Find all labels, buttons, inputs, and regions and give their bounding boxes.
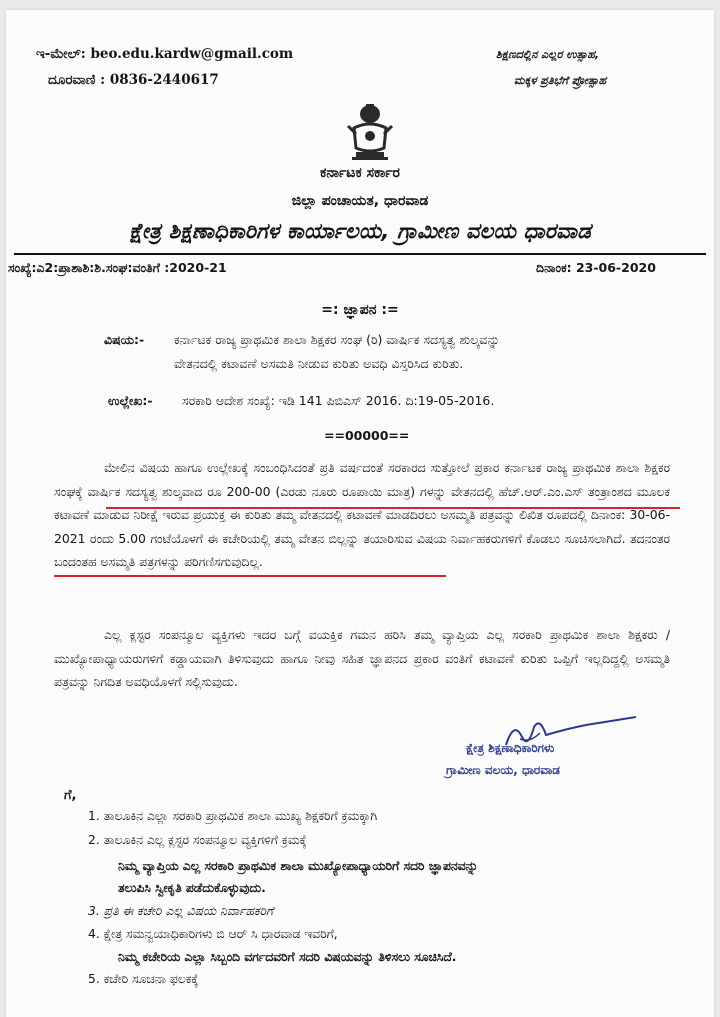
state-emblem-icon: [344, 100, 396, 162]
reference-date: ದಿನಾಂಕ: 23-06-2020: [536, 260, 656, 275]
cc-item-4-sub: ನಿಮ್ಮ ಕಚೇರಿಯ ಎಲ್ಲಾ ಸಿಬ್ಬಂದಿ ವರ್ಗದವರಿಗೆ ಸದರಿ ವಿಷಯವನ್ನು ತಿಳಿಸಲು ಸೂಚಿಸಿದೆ.: [118, 950, 457, 964]
header-divider: [14, 253, 706, 255]
cc-item-1: 1. ತಾಲೂಕಿನ ಎಲ್ಲಾ ಸರಕಾರಿ ಪ್ರಾಥಮಿಕ ಶಾಲಾ ಮುಖ್ಯ ಶಿಕ್ಷಕರಿಗೆ ಕ್ರಮಕ್ಕಾಗಿ: [88, 809, 378, 823]
red-underline-1: [106, 507, 680, 509]
cc-item-4: 4. ಕ್ಷೇತ್ರ ಸಮನ್ವಯಾಧಿಕಾರಿಗಳು ಬಿ ಆರ್ ಸಿ ಧಾರವಾಡ ಇವರಿಗೆ,: [88, 927, 338, 941]
subject-label: ವಿಷಯ:-: [104, 332, 145, 347]
signature-block: [436, 715, 666, 785]
zilla-panchayat: ಜಿಲ್ಲಾ ಪಂಚಾಯತ, ಧಾರವಾಡ: [291, 193, 429, 209]
cc-item-5: 5. ಕಚೇರಿ ಸೂಚನಾ ಫಲಕಕ್ಕೆ: [88, 972, 199, 986]
reference-number: ಸಂಖ್ಯೆ:ಎ2:ಪ್ರಾಶಾಶಿ:ಶಿ.ಸಂಘ:ವಂತಿಗೆ :2020-21: [8, 260, 227, 275]
subject-line-1: ಕರ್ನಾಟಕ ರಾಜ್ಯ ಪ್ರಾಥಮಿಕ ಶಾಲಾ ಶಿಕ್ಷಕರ ಸಂಘ (ರಿ) ವಾರ್ಷಿಕ ಸದಸ್ಯತ್ವ ಶುಲ್ಕವನ್ನು: [174, 332, 501, 347]
cc-item-2-sub-1: ನಿಮ್ಮ ವ್ಯಾಪ್ತಿಯ ಎಲ್ಲ ಸರಕಾರಿ ಪ್ರಾಥಮಿಕ ಶಾಲಾ ಮುಖ್ಯೋಪಾಧ್ಯಾಯರಿಗೆ ಸದರಿ ಜ್ಞಾಪನವನ್ನು: [118, 859, 479, 873]
body-paragraph-2: ಎಲ್ಲ ಕ್ಲಸ್ಟರ ಸಂಪನ್ಮೂಲ ವ್ಯಕ್ತಿಗಳು ಇದರ ಬಗ್ಗೆ ವಯಕ್ತಿಕ ಗಮನ ಹರಿಸಿ ತಮ್ಮ ವ್ಯಾಪ್ತಿಯ ಎಲ್ಲ ಸರಕಾರಿ ಪ್ರಾಥಮಿಕ ಶಾಲಾ ಶಿಕ್ಷಕರು / ಮುಖ್ಯೋಪಾಧ್ಯಾಯರುಗಳಿಗೆ ಕಡ್ಡಾಯವಾಗಿ ತಿಳಿಸುವುದು ಹಾಗೂ ನೀವು ಸಹಿತ ಜ್ಞಾಪನದ ಪ್ರಕಾರ ವಂತಿಗೆ ಕಟಾವಣೆ ಕುರಿತು ಒಪ್ಪಿಗೆ ಇಲ್ಲದಿದ್ದಲ್ಲಿ ಅಸಮ್ಮತಿ ಪತ್ರವನ್ನು ನಿಗದಿತ ಅವಧಿಯೊಳಗೆ ಸಲ್ಲಿಸುವುದು.: [54, 627, 670, 689]
slogan-line-2: ಮಕ್ಕಳ ಪ್ರತಿಭೆಗೆ ಪ್ರೋತ್ಸಾಹ: [514, 74, 607, 87]
cc-item-3: 3. ಪ್ರತಿ ಈ ಕಚೇರಿ ಎಲ್ಲ ವಿಷಯ ನಿರ್ವಾಹಕರಿಗೆ: [88, 904, 274, 918]
email-line: ಇ-ಮೇಲ್: beo.edu.kardw@gmail.com: [36, 46, 294, 62]
reference-label: ಉಲ್ಲೇಖ:-: [108, 393, 153, 408]
body-paragraph-1: ಮೇಲಿನ ವಿಷಯ ಹಾಗೂ ಉಲ್ಲೇಖಕ್ಕೆ ಸಂಬಂಧಿಸಿದಂತೆ ಪ್ರತಿ ವರ್ಷದಂತೆ ಸರಕಾರದ ಸುತ್ತೋಲೆ ಪ್ರಕಾರ ಕರ್ನಾಟಕ ರಾಜ್ಯ ಪ್ರಾಥಮಿಕ ಶಾಲಾ ಶಿಕ್ಷಕರ ಸಂಘಕ್ಕೆ ವಾರ್ಷಿಕ ಸದಸ್ಯತ್ವ ಶುಲ್ಕವಾದ ರೂ 200-00 (ಎರಡು ನೂರು ರೂಪಾಯಿ ಮಾತ್ರ) ಗಳನ್ನು ವೇತನದಲ್ಲಿ ಹೆಚ್.ಆರ್.ಎಂ.ಎಸ್ ತಂತ್ರಾಂಶದ ಮೂಲಕ ಕಟಾವಣೆ ಮಾಡುವ ನಿರೀಕ್ಷೆ ಇರುವ ಪ್ರಯುಕ್ತ ಈ ಕುರಿತು ತಮ್ಮ ವೇತನದಲ್ಲಿ ಕಟಾವಣೆ ಮಾಡದಿರಲು ಅಸಮ್ಮತಿ ಪತ್ರವನ್ನು ಲಿಖಿತ ರೂಪದಲ್ಲಿ ದಿನಾಂಕ: 30-06-2021 ರಂದು 5.00 ಗಂಟೆಯೊಳಗೆ ಈ ಕಚೇರಿಯಲ್ಲಿ ತಮ್ಮ ವೇತನ ಬಿಲ್ಲನ್ನು ತಯಾರಿಸುವ ವಿಷಯ ನಿರ್ವಾಹಕರುಗಳಿಗೆ ಕೊಡಲು ಸೂಚಿಸಲಾಗಿದೆ. ತದನಂತರ ಬಂದಂತಹ ಅಸಮ್ಮತಿ ಪತ್ರಗಳನ್ನು ಪರಿಗಣಿಸಗುವುದಿಲ್ಲ.: [54, 460, 670, 569]
cc-item-2-sub-2: ತಲುಪಿಸಿ ಸ್ವೀಕೃತಿ ಪಡೆದುಕೊಳ್ಳುವುದು.: [118, 881, 266, 895]
document-page: [6, 10, 714, 1017]
signature-title: ಕ್ಷೇತ್ರ ಶಿಕ್ಷಣಾಧಿಕಾರಿಗಳು: [466, 741, 555, 755]
slogan-line-1: ಶಿಕ್ಷಣದಲ್ಲಿನ ಎಲ್ಲರ ಉತ್ಸಾಹ,: [496, 48, 600, 61]
phone-line: ದೂರವಾಣಿ : 0836-2440617: [48, 72, 219, 88]
cc-label: ಗೆ,: [64, 788, 77, 803]
office-title: ಕ್ಷೇತ್ರ ಶಿಕ್ಷಣಾಧಿಕಾರಿಗಳ ಕಾರ್ಯಾಲಯ, ಗ್ರಾಮೀಣ ವಲಯ ಧಾರವಾಡ: [129, 219, 591, 243]
govt-name: ಕರ್ನಾಟಕ ಸರ್ಕಾರ: [320, 165, 400, 181]
subject-line-2: ವೇತನದಲ್ಲಿ ಕಟಾವಣೆ ಅಸಮತಿ ನೀಡುವ ಕುರಿತು ಅವಧಿ ವಿಸ್ತರಿಸಿದ ಕುರಿತು.: [174, 356, 464, 371]
notice-title: =: ಜ್ಞಾಪನ :=: [321, 302, 399, 318]
red-underline-2: [54, 575, 446, 577]
reference-text: ಸರಕಾರಿ ಆದೇಶ ಸಂಖ್ಯೆ: ಇಡಿ 141 ಪಿಬಿಎಸ್ 2016. ದಿ:19-05-2016.: [182, 393, 495, 408]
cc-item-2: 2. ತಾಲೂಕಿನ ಎಲ್ಲ ಕ್ಲಸ್ಟರ ಸಂಪನ್ಮೂಲ ವ್ಯಕ್ತಿಗಳಿಗೆ ಕ್ರಮಕ್ಕೆ: [88, 833, 307, 847]
section-divider: ==00000==: [324, 428, 410, 443]
signature-office: ಗ್ರಾಮೀಣ ವಲಯ, ಧಾರವಾಡ: [446, 763, 560, 777]
